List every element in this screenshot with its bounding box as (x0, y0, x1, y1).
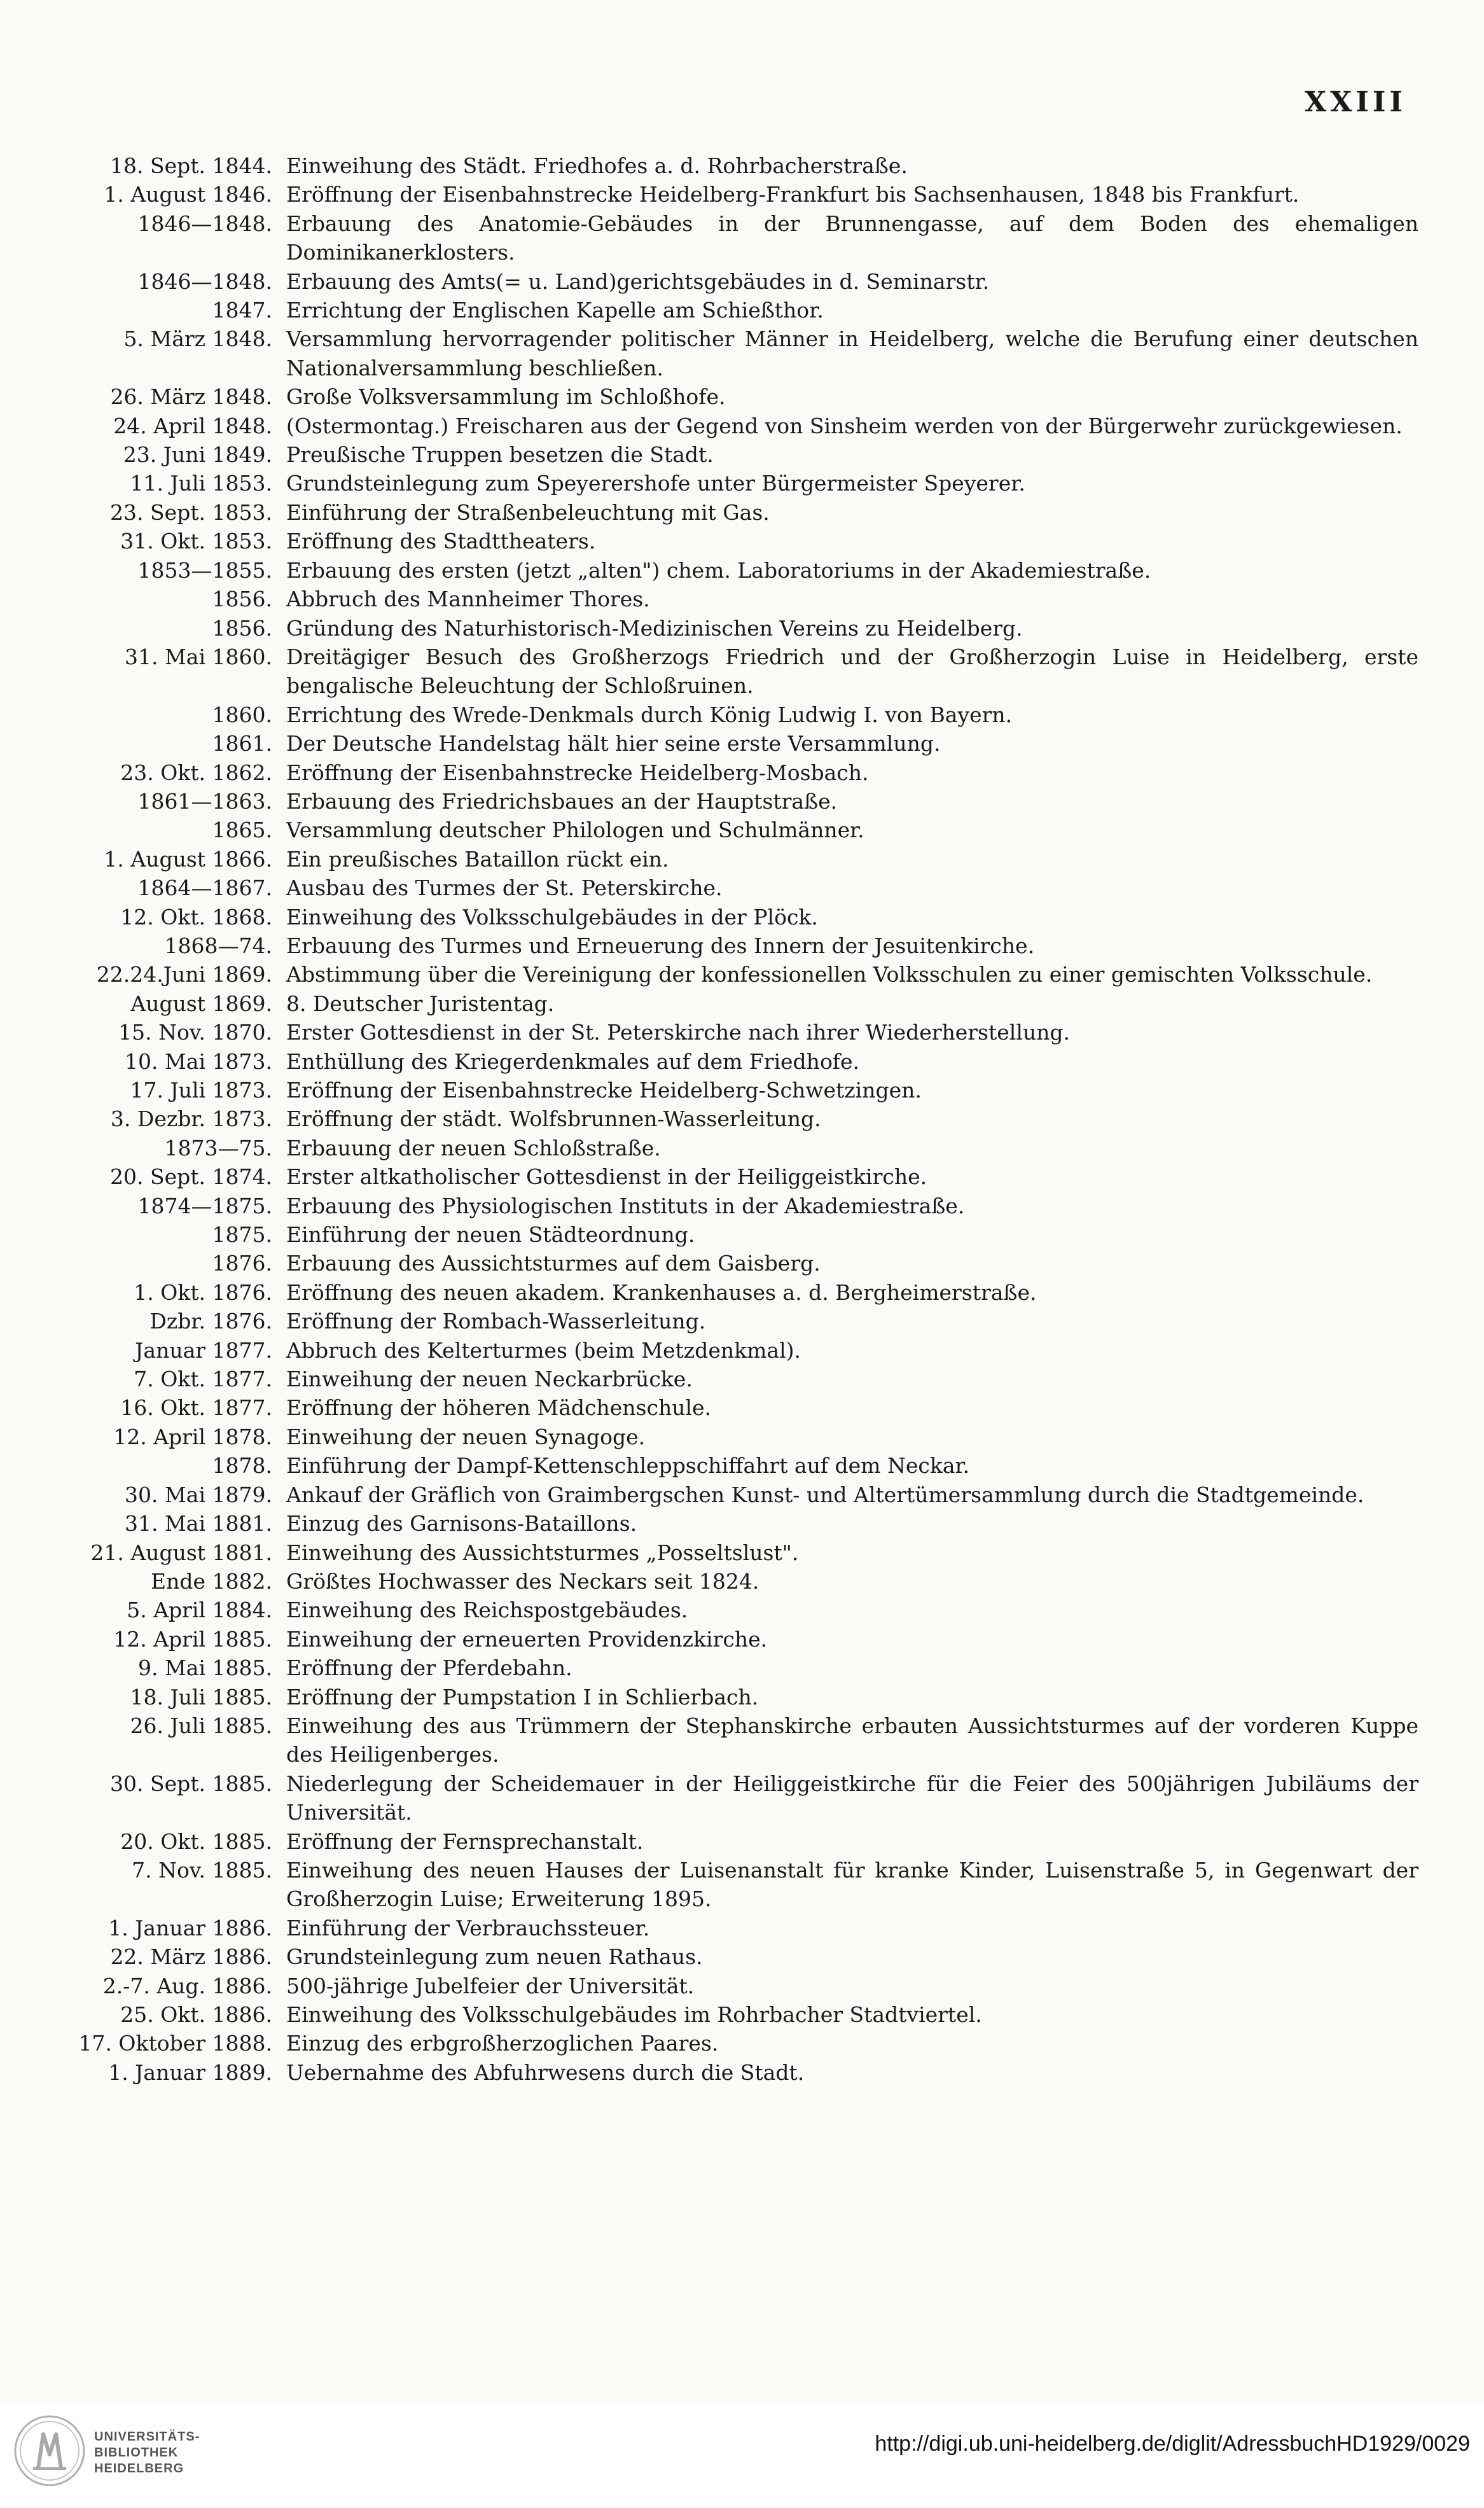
entry-text: Eröffnung der höheren Mädchenschule. (286, 1395, 712, 1421)
page-number: XXIII (1304, 86, 1406, 118)
entry-text: Eröffnung der Eisenbahnstrecke Heidelberg-Schwetzingen. (286, 1078, 922, 1103)
entry-text: Einführung der Verbrauchssteuer. (286, 1915, 650, 1940)
entry-date: 1847. (212, 298, 272, 323)
entry-date: 1860. (212, 702, 272, 727)
entry-date: 11. Juli 1853. (130, 471, 272, 496)
entry-text: Einweihung des Volksschulgebäudes in der Plöck. (286, 904, 818, 930)
entry-date: Dzbr. 1876. (149, 1309, 272, 1334)
entry-date: Ende 1882. (151, 1568, 272, 1594)
entry-text: 8. Deutscher Juristentag. (286, 991, 555, 1016)
entry-text: Ausbau des Turmes der St. Peterskirche. (286, 875, 723, 901)
entry-date: 1. Okt. 1876. (134, 1279, 272, 1305)
source-url-link[interactable]: http://digi.ub.uni-heidelberg.de/diglit/AdressbuchHD1929/0029 (875, 2432, 1470, 2456)
entry-text: Erbauung des Aussichtsturmes auf dem Gaisberg. (286, 1251, 821, 1276)
entry-date: 25. Okt. 1886. (120, 2002, 272, 2027)
chronology-entry (25, 1365, 1425, 1393)
entry-text: Einweihung des aus Trümmern der Stephanskirche erbauten Aussichtsturmes auf der vorderen Kuppe des Heiligenberges. (286, 1713, 1418, 1767)
entry-text: Eröffnung der Rombach-Wasserleitung. (286, 1309, 706, 1334)
chronology-entry (25, 1509, 1425, 1538)
entry-text: Ein preußisches Bataillon rückt ein. (286, 846, 669, 872)
chronology-entry (25, 1423, 1425, 1451)
entry-text: Erbauung des Turmes und Erneuerung des Innern der Jesuitenkirche. (286, 933, 1035, 958)
entry-text: Erster Gottesdienst in der St. Peterskirche nach ihrer Wiederherstellung. (286, 1020, 1071, 1045)
entry-text: Versammlung deutscher Philologen und Schulmänner. (286, 818, 864, 843)
entry-text: Grundsteinlegung zum Speyerershofe unter Bürgermeister Speyerer. (286, 471, 1025, 496)
entry-text: Eröffnung der Eisenbahnstrecke Heidelberg-Frankfurt bis Sachsenhausen, 1848 bis Frankfurt. (286, 182, 1300, 207)
chronology-entry (25, 1567, 1425, 1596)
chronology-entry (25, 1307, 1425, 1335)
entry-text: Abstimmung über die Vereinigung der konfessionellen Volksschulen zu einer gemischten Volksschule. (286, 962, 1373, 987)
entry-date: 23. Juni 1849. (123, 442, 272, 468)
chronology-entry (25, 1625, 1425, 1654)
entry-text: Einzug des Garnisons-Bataillons. (286, 1511, 637, 1536)
entry-date: 31. Mai 1881. (125, 1511, 272, 1536)
entry-date: 1868—74. (164, 933, 272, 958)
entry-text: Abbruch des Kelterturmes (beim Metzdenkmal). (286, 1337, 801, 1363)
chronology-entry (25, 180, 1425, 209)
entry-text: Größtes Hochwasser des Neckars seit 1824. (286, 1568, 759, 1594)
entry-text: Eröffnung der Pumpstation I in Schlierbach. (286, 1684, 759, 1710)
chronology-entry (25, 643, 1425, 700)
entry-text: Erbauung des Anatomie-Gebäudes in der Brunnengasse, auf dem Boden des ehemaligen Dominikanerklosters. (286, 211, 1418, 265)
chronology-entry (25, 556, 1425, 585)
entry-date: 1. August 1846. (104, 182, 272, 207)
chronology-entry (25, 1480, 1425, 1509)
entry-date: 1. Januar 1889. (108, 2059, 272, 2085)
chronology-entry (25, 296, 1425, 324)
entry-date: 3. Dezbr. 1873. (110, 1106, 272, 1132)
library-name-line: UNIVERSITÄTS- (94, 2430, 200, 2444)
entry-date: 18. Sept. 1844. (110, 153, 272, 178)
entry-date: Januar 1877. (135, 1337, 272, 1363)
entry-date: 26. März 1848. (110, 384, 272, 410)
entry-date: 1846—1848. (137, 211, 272, 236)
chronology-entry (25, 1942, 1425, 1971)
chronology-entry (25, 151, 1425, 180)
university-library-logo-icon (14, 2415, 85, 2486)
entry-date: 9. Mai 1885. (138, 1655, 272, 1681)
chronology-entry (25, 585, 1425, 613)
entry-date: 17. Oktober 1888. (78, 2031, 272, 2056)
chronology-entry (25, 1451, 1425, 1480)
entry-text: Abbruch des Mannheimer Thores. (286, 587, 650, 612)
chronology-entry (25, 989, 1425, 1018)
chronology-entry (25, 874, 1425, 902)
chronology-entry (25, 1278, 1425, 1307)
chronology-entry (25, 324, 1425, 382)
entry-text: Uebernahme des Abfuhrwesens durch die Stadt. (286, 2059, 805, 2085)
entry-date: 1864—1867. (137, 875, 272, 901)
entry-date: 1873—75. (164, 1135, 272, 1160)
library-name (94, 2429, 200, 2477)
chronology-entry (25, 614, 1425, 643)
entry-date: 23. Okt. 1862. (120, 760, 272, 785)
entry-text: Erbauung des Physiologischen Instituts in der Akademiestraße. (286, 1193, 965, 1218)
entry-date: 1856. (212, 615, 272, 641)
chronology-entry (25, 2000, 1425, 2029)
entry-date: 1861. (212, 731, 272, 756)
entry-date: 20. Sept. 1874. (110, 1164, 272, 1190)
chronology-entry (25, 1162, 1425, 1191)
chronology-entry (25, 267, 1425, 296)
entry-text: 500-jährige Jubelfeier der Universität. (286, 1973, 695, 1998)
chronology-entry (25, 1972, 1425, 2000)
entry-text: Einweihung der neuen Synagoge. (286, 1424, 646, 1449)
entry-date: 12. April 1885. (113, 1626, 272, 1652)
library-name-line: BIBLIOTHEK (94, 2446, 179, 2460)
entry-text: Ankauf der Gräflich von Graimbergschen Kunst- und Altertümersammlung durch die Stadtgemeinde. (286, 1482, 1364, 1507)
chronology-entry (25, 209, 1425, 267)
entry-text: Einweihung des Reichspostgebäudes. (286, 1598, 688, 1623)
entry-text: Eröffnung des neuen akadem. Krankenhauses a. d. Bergheimerstraße. (286, 1279, 1037, 1305)
entry-text: Errichtung der Englischen Kapelle am Schießthor. (286, 298, 824, 323)
chronology-entry (25, 1018, 1425, 1047)
entry-date: 30. Mai 1879. (125, 1482, 272, 1507)
entry-text: Eröffnung der Eisenbahnstrecke Heidelberg-Mosbach. (286, 760, 869, 785)
chronology-entry (25, 1076, 1425, 1104)
entry-text: Erster altkatholischer Gottesdienst in der Heiliggeistkirche. (286, 1164, 927, 1190)
chronology-list (25, 151, 1425, 2087)
entry-date: 22. März 1886. (110, 1944, 272, 1970)
entry-date: August 1869. (130, 991, 272, 1016)
entry-date: 31. Mai 1860. (125, 644, 272, 669)
chronology-entry (25, 1769, 1425, 1827)
entry-text: Gründung des Naturhistorisch-Medizinischen Vereins zu Heidelberg. (286, 615, 1023, 641)
entry-date: 1846—1848. (137, 268, 272, 294)
entry-text: Erbauung des ersten (jetzt „alten") chem. Laboratoriums in der Akademiestraße. (286, 557, 1151, 583)
entry-text: Einzug des erbgroßherzoglichen Paares. (286, 2031, 719, 2056)
chronology-entry (25, 1683, 1425, 1711)
footer (0, 2405, 1484, 2508)
entry-text: Dreitägiger Besuch des Großherzogs Friedrich und der Großherzogin Luise in Heidelberg, erste bengalische Beleuchtung der Schloßruinen. (286, 644, 1418, 699)
chronology-entry (25, 1827, 1425, 1856)
chronology-entry (25, 1711, 1425, 1769)
entry-date: 15. Nov. 1870. (118, 1020, 272, 1045)
entry-date: 7. Nov. 1885. (132, 1857, 272, 1883)
chronology-entry (25, 1134, 1425, 1162)
chronology-entry (25, 845, 1425, 874)
chronology-entry (25, 758, 1425, 787)
chronology-entry (25, 1104, 1425, 1133)
entry-date: 2.-7. Aug. 1886. (102, 1973, 272, 1998)
chronology-entry (25, 729, 1425, 758)
entry-text: Einweihung des neuen Hauses der Luisenanstalt für kranke Kinder, Luisenstraße 5, in Gegenwart der Großherzogin Luise; Erweiterung 1895. (286, 1857, 1418, 1912)
entry-date: 12. April 1878. (113, 1424, 272, 1449)
chronology-entry (25, 903, 1425, 931)
entry-text: Preußische Truppen besetzen die Stadt. (286, 442, 714, 468)
entry-text: (Ostermontag.) Freischaren aus der Gegend von Sinsheim werden von der Bürgerwehr zurückgewiesen. (286, 413, 1403, 438)
entry-text: Einweihung der neuen Neckarbrücke. (286, 1367, 693, 1392)
entry-text: Große Volksversammlung im Schloßhofe. (286, 384, 726, 410)
entry-date: 1874—1875. (137, 1193, 272, 1218)
chronology-entry (25, 816, 1425, 844)
chronology-entry (25, 498, 1425, 527)
entry-text: Einweihung des Städt. Friedhofes a. d. Rohrbacherstraße. (286, 153, 908, 178)
entry-date: 1. Januar 1886. (108, 1915, 272, 1940)
entry-date: 21. August 1881. (90, 1540, 272, 1565)
entry-text: Eröffnung der städt. Wolfsbrunnen-Wasserleitung. (286, 1106, 821, 1132)
entry-date: 30. Sept. 1885. (110, 1771, 272, 1796)
entry-date: 1878. (212, 1453, 272, 1479)
chronology-entry (25, 1047, 1425, 1076)
entry-text: Grundsteinlegung zum neuen Rathaus. (286, 1944, 703, 1970)
chronology-entry (25, 1393, 1425, 1422)
entry-date: 1865. (212, 818, 272, 843)
entry-date: 1876. (212, 1251, 272, 1276)
chronology-entry (25, 1249, 1425, 1278)
entry-date: 26. Juli 1885. (130, 1713, 272, 1738)
chronology-entry (25, 700, 1425, 729)
chronology-entry (25, 440, 1425, 469)
entry-text: Erbauung des Friedrichsbaues an der Hauptstraße. (286, 788, 838, 814)
entry-date: 20. Okt. 1885. (120, 1829, 272, 1854)
entry-text: Erbauung des Amts(= u. Land)gerichtsgebäudes in d. Seminarstr. (286, 268, 990, 294)
entry-date: 16. Okt. 1877. (120, 1395, 272, 1421)
entry-text: Eröffnung der Pferdebahn. (286, 1655, 572, 1681)
chronology-entry (25, 2029, 1425, 2058)
entry-text: Einweihung des Aussichtsturmes „Posseltslust". (286, 1540, 799, 1565)
entry-text: Erbauung der neuen Schloßstraße. (286, 1135, 661, 1160)
chronology-entry (25, 469, 1425, 498)
entry-date: 23. Sept. 1853. (110, 499, 272, 525)
entry-date: 18. Juli 1885. (130, 1684, 272, 1710)
entry-text: Einführung der neuen Städteordnung. (286, 1222, 695, 1248)
entry-text: Errichtung des Wrede-Denkmals durch König Ludwig I. von Bayern. (286, 702, 1013, 727)
entry-date: 24. April 1848. (113, 413, 272, 438)
chronology-entry (25, 931, 1425, 960)
entry-text: Einweihung der erneuerten Providenzkirche. (286, 1626, 768, 1652)
chronology-entry (25, 1914, 1425, 1942)
chronology-entry (25, 1220, 1425, 1249)
chronology-entry (25, 960, 1425, 989)
entry-text: Der Deutsche Handelstag hält hier seine erste Versammlung. (286, 731, 941, 756)
entry-text: Versammlung hervorragender politischer Männer in Heidelberg, welche die Berufung einer deutschen Nationalversammlung beschließen. (286, 326, 1418, 380)
chronology-entry (25, 1192, 1425, 1220)
entry-text: Niederlegung der Scheidemauer in der Heiliggeistkirche für die Feier des 500jährigen Jubiläums der Universität. (286, 1771, 1418, 1825)
chronology-entry (25, 787, 1425, 816)
entry-date: 1875. (212, 1222, 272, 1248)
entry-date: 1861—1863. (137, 788, 272, 814)
entry-date: 7. Okt. 1877. (134, 1367, 272, 1392)
chronology-entry (25, 2058, 1425, 2087)
chronology-entry (25, 412, 1425, 440)
chronology-entry (25, 1596, 1425, 1624)
entry-text: Enthüllung des Kriegerdenkmales auf dem Friedhofe. (286, 1048, 860, 1074)
chronology-entry (25, 527, 1425, 555)
entry-date: 12. Okt. 1868. (120, 904, 272, 930)
chronology-entry (25, 382, 1425, 411)
entry-date: 1856. (212, 587, 272, 612)
entry-date: 5. April 1884. (127, 1598, 272, 1623)
entry-date: 1853—1855. (137, 557, 272, 583)
chronology-entry (25, 1654, 1425, 1682)
library-name-line: HEIDELBERG (94, 2462, 184, 2476)
entry-date: 5. März 1848. (123, 326, 272, 352)
entry-date: 22.24.Juni 1869. (96, 962, 272, 987)
chronology-entry (25, 1538, 1425, 1567)
chronology-entry (25, 1856, 1425, 1914)
entry-text: Einweihung des Volksschulgebäudes im Rohrbacher Stadtviertel. (286, 2002, 982, 2027)
entry-date: 17. Juli 1873. (130, 1078, 272, 1103)
chronology-entry (25, 1336, 1425, 1365)
entry-date: 31. Okt. 1853. (120, 529, 272, 554)
entry-date: 1. August 1866. (104, 846, 272, 872)
entry-date: 10. Mai 1873. (125, 1048, 272, 1074)
entry-text: Eröffnung der Fernsprechanstalt. (286, 1829, 644, 1854)
entry-text: Einführung der Dampf-Kettenschleppschiffahrt auf dem Neckar. (286, 1453, 970, 1479)
entry-text: Eröffnung des Stadttheaters. (286, 529, 596, 554)
entry-text: Einführung der Straßenbeleuchtung mit Gas. (286, 499, 770, 525)
